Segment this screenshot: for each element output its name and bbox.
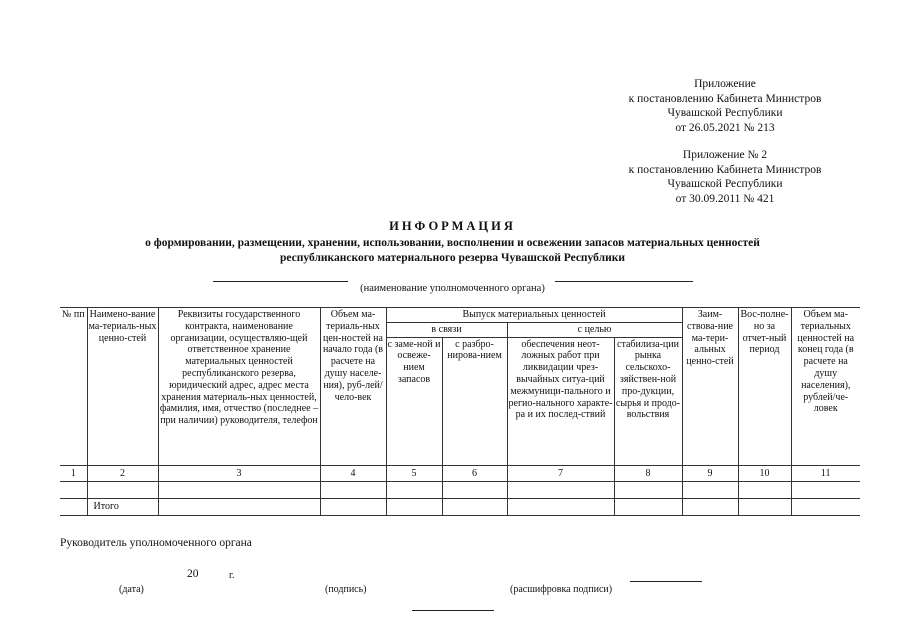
col-number: 10 <box>738 465 791 482</box>
appendix2-line2: к постановлению Кабинета Министров <box>628 163 822 176</box>
col-number: 3 <box>158 465 320 482</box>
table-cell[interactable] <box>614 499 682 516</box>
col-number: 1 <box>60 465 87 482</box>
header-contract: Реквизиты государственного контракта, наименование организации, осуществляю-щей ответственное хранение материальных ценностей республиканского резерва, юридический адрес, адрес места хранения материаль-ных ценностей, фамилия, имя, отчество (последнее – при наличии) руководителя, телефон <box>158 308 320 466</box>
header-replace: с заме-ной и освеже-нием запасов <box>386 337 442 465</box>
table-cell[interactable] <box>60 499 87 516</box>
col-number: 7 <box>507 465 614 482</box>
org-name-line-left <box>213 281 348 282</box>
info-table <box>60 307 860 516</box>
header-squander: с разбро-нирова-нием <box>442 337 507 465</box>
year-prefix: 20 <box>187 568 199 580</box>
table-cell[interactable] <box>507 499 614 516</box>
table-cell[interactable] <box>738 482 791 499</box>
table-cell[interactable] <box>320 482 386 499</box>
table-cell[interactable] <box>60 482 87 499</box>
appendix-block-2 <box>560 148 890 206</box>
table-cell[interactable] <box>158 482 320 499</box>
table-cell[interactable] <box>738 499 791 516</box>
table-cell[interactable] <box>158 499 320 516</box>
header-restore: Вос-полне-но за отчет-ный период <box>738 308 791 466</box>
org-name-caption: (наименование уполномоченного органа) <box>360 283 545 294</box>
col-number: 2 <box>87 465 158 482</box>
subtitle-line1: о формировании, размещении, хранении, использовании, восполнении и освежении запасов материальных ценностей <box>145 237 760 249</box>
header-volume-end: Объем ма-териальных ценностей на конец года (в расчете на душу населения), рублей/че-ловек <box>791 308 860 466</box>
footer-line <box>412 610 494 611</box>
table-cell[interactable] <box>442 482 507 499</box>
date-caption: (дата) <box>119 584 144 595</box>
table-row <box>60 482 860 499</box>
header-release: Выпуск материальных ценностей <box>386 308 682 323</box>
appendix2-line4: от 30.09.2011 № 421 <box>675 192 775 205</box>
appendix-block-1 <box>560 77 890 135</box>
table-cell[interactable] <box>682 482 738 499</box>
column-numbers-row <box>60 465 860 482</box>
header-purpose: с целью <box>507 322 682 337</box>
header-due: в связи <box>386 322 507 337</box>
table-cell[interactable] <box>614 482 682 499</box>
sign-caption: (подпись) <box>325 584 367 595</box>
appendix1-line4: от 26.05.2021 № 213 <box>675 121 775 134</box>
org-name-line-right <box>555 281 693 282</box>
col-number: 6 <box>442 465 507 482</box>
table-cell[interactable] <box>87 482 158 499</box>
header-volume-start: Объем ма-териаль-ных цен-ностей на начало года (в расчете на душу населе-ния), руб-лей/чело-век <box>320 308 386 466</box>
document-subtitle <box>0 236 905 266</box>
header-name: Наимено-вание ма-териаль-ных ценно-стей <box>87 308 158 466</box>
table-cell[interactable] <box>386 499 442 516</box>
table-cell[interactable] <box>386 482 442 499</box>
year-suffix: г. <box>229 570 235 581</box>
col-number: 4 <box>320 465 386 482</box>
decode-caption: (расшифровка подписи) <box>510 584 613 595</box>
appendix2-line1: Приложение № 2 <box>682 149 768 161</box>
table-cell[interactable] <box>791 482 860 499</box>
table-cell[interactable] <box>320 499 386 516</box>
total-row <box>60 499 860 516</box>
table-cell[interactable] <box>682 499 738 516</box>
appendix1-line1: Приложение <box>694 78 756 90</box>
table-cell[interactable] <box>442 499 507 516</box>
header-no: № пп <box>60 308 87 466</box>
signature-decode-line <box>630 581 702 582</box>
appendix1-line2: к постановлению Кабинета Министров <box>628 92 822 105</box>
header-stabilize: стабилиза-ции рынка сельскохо-зяйствен-ной про-дукции, сырья и продо-вольствия <box>614 337 682 465</box>
appendix2-line3: Чувашской Республики <box>667 178 783 190</box>
col-number: 8 <box>614 465 682 482</box>
table-cell[interactable] <box>791 499 860 516</box>
col-number: 11 <box>791 465 860 482</box>
subtitle-line2: республиканского материального резерва Чувашской Республики <box>280 252 625 264</box>
document-heading: ИНФОРМАЦИЯ <box>389 219 516 233</box>
appendix1-line3: Чувашской Республики <box>667 107 783 119</box>
header-emergency: обеспечения неот-ложных работ при ликвидации чрез-вычайных ситуа-ций межмуници-пального и регио-нального характе-ра и их послед-ствий <box>507 337 614 465</box>
header-loan: Заим-ствова-ние ма-тери-альных ценно-стей <box>682 308 738 466</box>
table-cell[interactable] <box>507 482 614 499</box>
col-number: 9 <box>682 465 738 482</box>
total-label: Итого <box>87 499 158 516</box>
head-label: Руководитель уполномоченного органа <box>60 537 252 549</box>
col-number: 5 <box>386 465 442 482</box>
